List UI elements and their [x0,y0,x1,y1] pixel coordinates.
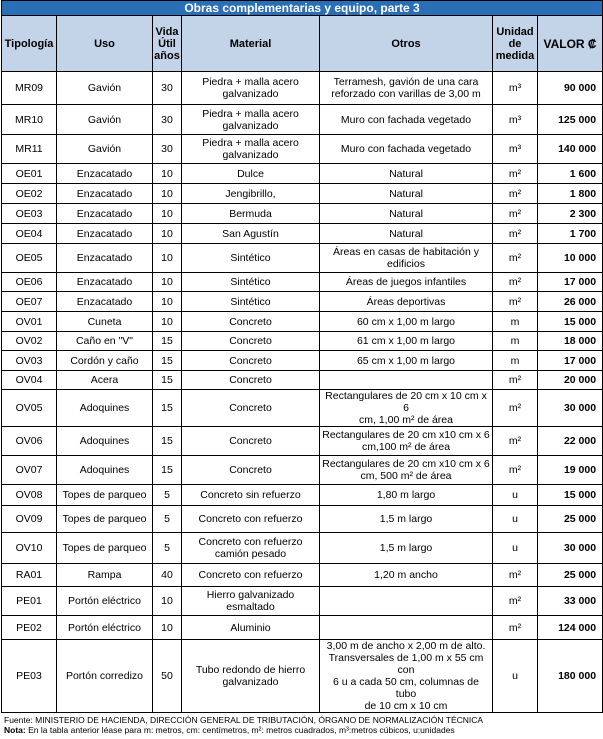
cell-unidad: m [493,332,538,351]
cell-vida-util: 30 [153,135,182,164]
cell-otros [320,244,493,273]
cell-unidad: m² [493,292,538,312]
cell-uso: Caño en "V" [57,332,153,351]
cell-material-line: Concreto [229,374,272,386]
cell-tipologia: OV05 [2,390,57,427]
cell-otros [320,485,493,506]
cell-vida-util: 10 [153,164,182,184]
cell-valor: 30 000 [538,390,603,427]
cell-uso: Portón corredizo [57,640,153,713]
cell-uso: Gavión [57,72,153,105]
cell-otros-line: Transversales de 1,00 m x 55 cm con [328,652,484,676]
cell-uso: Enzacatado [57,204,153,224]
cell-vida-util: 15 [153,351,182,371]
table-row [2,390,603,427]
cell-unidad: m [493,312,538,332]
cell-tipologia: MR10 [2,105,57,135]
cell-vida-util: 10 [153,616,182,640]
cell-tipologia: OV06 [2,427,57,456]
cell-otros-line: de 10 cm x 10 cm [364,700,448,712]
table-row [2,371,603,390]
cell-otros-line: Natural [389,207,423,220]
cell-uso: Rampa [57,564,153,587]
cell-vida-util: 10 [153,312,182,332]
valuation-table [1,0,603,713]
cell-material-line: Dulce [237,167,264,180]
cell-uso: Cuneta [57,312,153,332]
cell-material-line: Concreto [229,354,272,367]
header-vida-line: Útil [158,37,176,50]
cell-tipologia: OV10 [2,533,57,564]
table-row [2,332,603,351]
cell-tipologia: OV07 [2,456,57,485]
cell-material [182,72,320,105]
cell-tipologia: OE01 [2,164,57,184]
cell-unidad: m² [493,390,538,427]
cell-uso: Enzacatado [57,224,153,244]
cell-material-line: galvanizado [222,119,279,132]
cell-uso: Enzacatado [57,292,153,312]
cell-material-line: Concreto [229,464,272,476]
header-tipologia: Tipología [2,16,57,72]
cell-material-line: Bermuda [229,207,272,220]
cell-valor: 33 000 [538,587,603,616]
cell-unidad: m³ [493,105,538,135]
cell-unidad: m² [493,224,538,244]
cell-unidad: m² [493,244,538,273]
cell-uso: Topes de parqueo [57,485,153,506]
cell-material [182,292,320,312]
table-row [2,273,603,292]
cell-material [182,312,320,332]
cell-unidad: m³ [493,72,538,105]
header-unidad [493,16,538,72]
cell-otros-line: reforzado con varillas de 3,00 m [331,88,481,100]
cell-valor: 20 000 [538,371,603,390]
table-row [2,351,603,371]
cell-tipologia: OV09 [2,506,57,533]
cell-material [182,456,320,485]
cell-material-line: Tubo redondo de hierro [195,664,306,676]
cell-otros [320,456,493,485]
footer-note [4,725,603,735]
cell-material-line: Aluminio [230,621,271,634]
table-row [2,105,603,135]
cell-material [182,390,320,427]
cell-otros [320,587,493,616]
cell-valor: 25 000 [538,506,603,533]
cell-unidad: m² [493,587,538,616]
cell-otros-line: cm, 1,00 m² de área [359,414,453,426]
cell-unidad: u [493,506,538,533]
cell-otros [320,332,493,351]
table-title: Obras complementarias y equipo, parte 3 [2,1,603,16]
cell-material [182,332,320,351]
cell-otros-line: cm, 500 m² de área [360,470,452,482]
cell-unidad: m² [493,204,538,224]
cell-tipologia: OV04 [2,371,57,390]
cell-valor: 1 700 [538,224,603,244]
cell-tipologia: OV01 [2,312,57,332]
cell-material [182,640,320,713]
cell-valor: 17 000 [538,351,603,371]
cell-valor: 124 000 [538,616,603,640]
cell-uso: Adoquines [57,390,153,427]
cell-vida-util: 15 [153,332,182,351]
cell-valor: 30 000 [538,533,603,564]
cell-material [182,224,320,244]
cell-vida-util: 5 [153,533,182,564]
cell-otros [320,351,493,371]
cell-otros [320,204,493,224]
cell-material-line: Piedra + malla acero [202,107,299,120]
cell-unidad: m² [493,164,538,184]
table-row [2,244,603,273]
cell-otros-line: Rectangulares de 20 cm x 10 cm x 6 [325,390,487,414]
cell-unidad: m [493,351,538,371]
cell-material [182,105,320,135]
cell-valor: 140 000 [538,135,603,164]
cell-otros-line: 1,80 m largo [376,489,436,501]
cell-otros-line: Terramesh, gavión de una cara [333,76,479,88]
cell-otros [320,371,493,390]
cell-otros [320,616,493,640]
cell-tipologia: PE01 [2,587,57,616]
cell-otros [320,224,493,244]
cell-tipologia: OE07 [2,292,57,312]
table-row [2,135,603,164]
cell-material [182,485,320,506]
table-row [2,312,603,332]
cell-otros-line: cm,100 m² de área [361,441,451,453]
cell-valor: 15 000 [538,312,603,332]
cell-otros-line: 65 cm x 1,00 m largo [356,354,456,367]
table-title-row [2,1,603,16]
cell-vida-util: 15 [153,427,182,456]
table-row [2,164,603,184]
cell-otros [320,506,493,533]
table-row [2,485,603,506]
cell-valor: 180 000 [538,640,603,713]
cell-material-line: Hierro galvanizado [206,589,295,601]
cell-material [182,506,320,533]
cell-otros [320,640,493,713]
cell-valor: 17 000 [538,273,603,292]
cell-material-line: Concreto [229,315,272,328]
header-valor: VALOR ₡ [538,16,603,72]
cell-valor: 1 800 [538,184,603,204]
cell-uso: Cordón y caño [57,351,153,371]
cell-material-line: Jengibrillo, [225,187,276,200]
cell-vida-util: 10 [153,244,182,273]
cell-material [182,564,320,587]
cell-vida-util: 5 [153,506,182,533]
cell-valor: 10 000 [538,244,603,273]
cell-uso: Portón eléctrico [57,616,153,640]
cell-otros-line: edificios [387,258,425,270]
cell-material-line: Piedra + malla acero [202,76,299,88]
cell-otros [320,564,493,587]
cell-tipologia: OE06 [2,273,57,292]
footer-note-text: En la tabla anterior léase para m: metros, cm: centímetros, m²: metros cuadrados, m³:metros cúbicos, u:unidades [25,725,455,735]
table-row [2,640,603,713]
cell-material [182,351,320,371]
cell-material [182,587,320,616]
table-body [2,72,603,713]
cell-unidad: u [493,485,538,506]
cell-material [182,533,320,564]
header-vida-util [153,16,182,72]
cell-vida-util: 30 [153,72,182,105]
table-row [2,72,603,105]
cell-material-line: camión pesado [214,548,287,560]
cell-otros [320,72,493,105]
cell-uso: Gavión [57,105,153,135]
cell-otros-line: Áreas de juegos infantiles [345,276,467,288]
cell-material-line: Concreto [229,402,272,414]
table-row [2,506,603,533]
cell-tipologia: OV02 [2,332,57,351]
cell-otros-line: Muro con fachada vegetado [340,113,472,126]
cell-unidad: m² [493,273,538,292]
table-row [2,616,603,640]
table-row [2,427,603,456]
cell-unidad: m² [493,371,538,390]
cell-valor: 15 000 [538,485,603,506]
header-unidad-line: medida [495,49,535,62]
cell-otros-line: Muro con fachada vegetado [340,143,472,155]
cell-vida-util: 10 [153,587,182,616]
cell-otros [320,427,493,456]
cell-otros [320,105,493,135]
table-row [2,224,603,244]
cell-otros-line: 6 u a cada 50 cm, columnas de tubo [333,676,479,700]
cell-material-line: Sintético [230,295,271,308]
cell-uso: Topes de parqueo [57,506,153,533]
cell-valor: 90 000 [538,72,603,105]
cell-tipologia: OE04 [2,224,57,244]
cell-otros-line: Áreas en casas de habitación y [333,246,479,258]
cell-material [182,135,320,164]
cell-vida-util: 5 [153,485,182,506]
cell-unidad: m² [493,616,538,640]
cell-otros-line: 1,5 m largo [379,513,433,525]
cell-otros-line: Natural [389,227,423,240]
cell-material-line: galvanizado [222,149,279,161]
table-row [2,292,603,312]
header-vida-line: años [154,49,180,62]
cell-valor: 2 300 [538,204,603,224]
cell-material [182,184,320,204]
cell-otros [320,390,493,427]
cell-otros-line: 1,5 m largo [379,542,433,554]
cell-tipologia: OV08 [2,485,57,506]
cell-unidad: m³ [493,135,538,164]
cell-vida-util: 10 [153,224,182,244]
cell-tipologia: OE05 [2,244,57,273]
cell-valor: 25 000 [538,564,603,587]
cell-otros-line: Natural [389,167,423,180]
cell-uso: Adoquines [57,427,153,456]
cell-material-line: Concreto sin refuerzo [200,489,301,501]
table-row [2,564,603,587]
cell-valor: 22 000 [538,427,603,456]
cell-vida-util: 10 [153,273,182,292]
cell-unidad: m² [493,564,538,587]
header-material: Material [182,16,320,72]
cell-otros-line: Rectangulares de 20 cm x10 cm x 6 [322,458,490,470]
cell-vida-util: 50 [153,640,182,713]
cell-uso: Adoquines [57,456,153,485]
cell-valor: 125 000 [538,105,603,135]
cell-vida-util: 30 [153,105,182,135]
cell-tipologia: OE03 [2,204,57,224]
cell-vida-util: 40 [153,564,182,587]
cell-uso: Acera [57,371,153,390]
cell-otros [320,184,493,204]
header-uso: Uso [57,16,153,72]
header-otros: Otros [320,16,493,72]
cell-uso: Enzacatado [57,184,153,204]
header-unidad-line: Unidad [496,25,534,38]
table-header-row [2,16,603,72]
cell-otros-line: Rectangulares de 20 cm x10 cm x 6 [322,429,490,441]
cell-material-line: Concreto con refuerzo [198,569,303,581]
header-unidad-line: de [508,37,522,50]
cell-tipologia: OE02 [2,184,57,204]
cell-vida-util: 10 [153,184,182,204]
cell-material-line: Concreto con refuerzo [198,536,303,548]
cell-unidad: m² [493,456,538,485]
cell-otros [320,292,493,312]
footer-source: Fuente: MINISTERIO DE HACIENDA, DIRECCIÓN GENERAL DE TRIBUTACIÓN, ÓRGANO DE NORMALIZACIÓN TÉCNICA [4,715,484,725]
cell-otros-line: 1,20 m ancho [374,569,438,581]
table-row [2,533,603,564]
cell-tipologia: PE02 [2,616,57,640]
footer-note-label: Nota: [4,725,26,735]
cell-vida-util: 10 [153,204,182,224]
table-row [2,204,603,224]
cell-material [182,244,320,273]
cell-tipologia: RA01 [2,564,57,587]
cell-vida-util: 10 [153,292,182,312]
cell-valor: 1 600 [538,164,603,184]
header-vida-line: Vida [155,25,179,38]
cell-material-line: esmaltado [226,601,275,613]
cell-tipologia: MR09 [2,72,57,105]
cell-material [182,371,320,390]
cell-otros [320,312,493,332]
cell-vida-util: 15 [153,390,182,427]
cell-vida-util: 15 [153,371,182,390]
cell-unidad: m² [493,184,538,204]
cell-otros [320,273,493,292]
cell-material-line: Sintético [230,252,271,264]
table-row [2,184,603,204]
cell-material-line: Concreto [229,335,272,347]
cell-material-line: San Agustín [222,227,279,240]
cell-valor: 26 000 [538,292,603,312]
cell-unidad: u [493,533,538,564]
cell-material-line: Piedra + malla acero [202,137,299,149]
cell-uso: Topes de parqueo [57,533,153,564]
cell-material [182,204,320,224]
cell-material-line: galvanizado [222,676,279,688]
cell-otros-line: 61 cm x 1,00 m largo [356,335,456,347]
table-row [2,587,603,616]
cell-unidad: u [493,640,538,713]
cell-uso: Enzacatado [57,273,153,292]
cell-material [182,427,320,456]
cell-uso: Enzacatado [57,244,153,273]
cell-material-line: Sintético [230,276,271,288]
cell-tipologia: OV03 [2,351,57,371]
cell-otros [320,164,493,184]
cell-tipologia: MR11 [2,135,57,164]
cell-otros [320,135,493,164]
cell-material-line: Concreto [229,435,272,447]
cell-uso: Gavión [57,135,153,164]
cell-uso: Portón eléctrico [57,587,153,616]
cell-material-line: galvanizado [222,88,279,100]
cell-valor: 19 000 [538,456,603,485]
cell-otros [320,533,493,564]
cell-valor: 18 000 [538,332,603,351]
cell-material [182,273,320,292]
footer [4,715,603,735]
cell-material-line: Concreto con refuerzo [198,513,303,525]
cell-vida-util: 15 [153,456,182,485]
cell-unidad: m² [493,427,538,456]
table-row [2,456,603,485]
cell-uso: Enzacatado [57,164,153,184]
cell-tipologia: PE03 [2,640,57,713]
cell-otros-line: 60 cm x 1,00 m largo [356,315,456,328]
cell-material [182,164,320,184]
cell-otros-line: 3,00 m de ancho x 2,00 m de alto. [326,640,486,652]
cell-otros-line: Áreas deportivas [366,295,446,308]
cell-otros-line: Natural [389,187,423,200]
cell-material [182,616,320,640]
